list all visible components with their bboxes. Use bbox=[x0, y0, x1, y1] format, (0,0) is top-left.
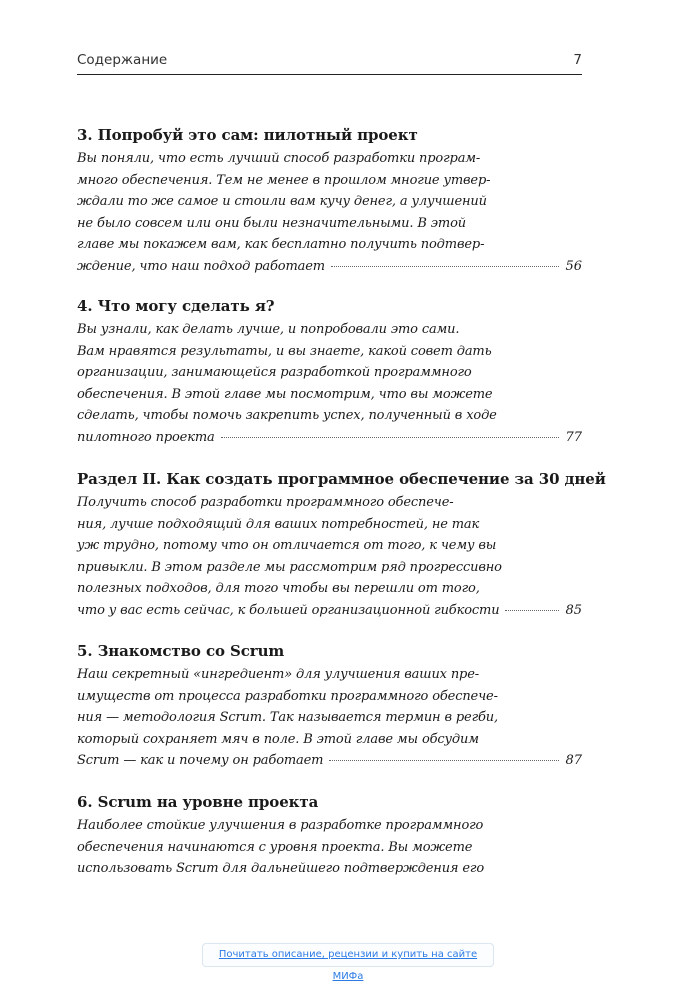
toc-page-number: 77 bbox=[565, 429, 582, 445]
toc-description-line: главе мы покажем вам, как бесплатно получить подтвер- bbox=[77, 237, 485, 252]
toc-description-line: который сохраняет мяч в поле. В этой главе мы обсудим bbox=[77, 731, 479, 747]
toc-heading: 3. Попробуй это сам: пилотный проект bbox=[77, 126, 418, 144]
toc-description-line: имуществ от процесса разработки программного обеспече- bbox=[77, 688, 498, 704]
toc-description-line: Scrum — как и почему он работает bbox=[77, 753, 324, 768]
toc-description-line: Вам нравятся результаты, и вы знаете, какой совет дать bbox=[77, 343, 492, 359]
dot-leader bbox=[221, 436, 560, 438]
buy-book-link[interactable]: Почитать описание, рецензии и купить на сайте МИФа bbox=[202, 943, 494, 967]
toc-description bbox=[77, 664, 582, 772]
toc-description-line: пилотного проекта bbox=[77, 429, 215, 445]
toc-page-number: 85 bbox=[565, 602, 582, 618]
toc-leader-line bbox=[77, 750, 582, 772]
toc-description-line: не было совсем или они были незначительными. В этой bbox=[77, 215, 466, 231]
toc-leader-line bbox=[77, 427, 582, 449]
toc-description-line: Наиболее стойкие улучшения в разработке программного bbox=[77, 818, 484, 833]
toc-description bbox=[77, 319, 582, 448]
toc-description-line: что у вас есть сейчас, к большей организационной гибкости bbox=[77, 602, 500, 618]
toc-entry bbox=[77, 295, 582, 448]
toc-description-line: Вы узнали, как делать лучше, и попробовали это сами. bbox=[77, 322, 460, 337]
toc-heading: 4. Что могу сделать я? bbox=[77, 297, 275, 315]
toc-description-line: Получить способ разработки программного обеспече- bbox=[77, 495, 454, 510]
toc-description-line: ния, лучше подходящий для ваших потребностей, не так bbox=[77, 516, 480, 532]
toc-description-line: много обеспечения. Тем не менее в прошлом многие утвер- bbox=[77, 172, 491, 188]
toc-leader-line bbox=[77, 256, 582, 278]
toc-description-line: обеспечения начинаются с уровня проекта. Вы можете bbox=[77, 839, 473, 855]
toc-description-line: обеспечения. В этой главе мы посмотрим, что вы можете bbox=[77, 386, 493, 402]
toc-description-line: ждение, что наш подход работает bbox=[77, 258, 325, 274]
toc-heading: 6. Scrum на уровне проекта bbox=[77, 793, 319, 811]
toc-description-line: Вы поняли, что есть лучший способ разработки програм- bbox=[77, 151, 481, 166]
toc-entry bbox=[77, 640, 582, 772]
toc-description bbox=[77, 492, 582, 621]
toc-description-line: уж трудно, потому что он отличается от того, к чему вы bbox=[77, 538, 497, 553]
toc-description-line: полезных подходов, для того чтобы вы перешли от того, bbox=[77, 581, 480, 596]
toc-description bbox=[77, 815, 582, 880]
toc-entry bbox=[77, 124, 582, 277]
page-header bbox=[77, 52, 582, 75]
toc-heading: 5. Знакомство со Scrum bbox=[77, 642, 285, 660]
toc-description-line: Наш секретный «ингредиент» для улучшения ваших пре- bbox=[77, 667, 480, 682]
toc-description-line: использовать Scrum для дальнейшего подтверждения его bbox=[77, 861, 485, 876]
toc-page-number: 87 bbox=[565, 753, 582, 768]
page-number: 7 bbox=[573, 52, 582, 68]
toc-description-line: ждали то же самое и стоили вам кучу денег, а улучшений bbox=[77, 194, 487, 209]
toc-entry bbox=[77, 468, 606, 621]
toc-description bbox=[77, 148, 582, 277]
toc-page-number: 56 bbox=[565, 258, 582, 274]
toc-entry bbox=[77, 791, 582, 880]
toc-description-line: сделать, чтобы помочь закрепить успех, полученный в ходе bbox=[77, 408, 497, 423]
dot-leader bbox=[331, 265, 559, 267]
toc-heading: Раздел II. Как создать программное обеспечение за 30 дней bbox=[77, 470, 606, 488]
toc-description-line: ния — методология Scrum. Так называется термин в регби, bbox=[77, 710, 498, 725]
toc-leader-line bbox=[77, 600, 582, 622]
toc-description-line: привыкли. В этом разделе мы рассмотрим ряд прогрессивно bbox=[77, 559, 502, 575]
dot-leader bbox=[505, 609, 559, 611]
page-title: Содержание bbox=[77, 52, 168, 68]
dot-leader bbox=[329, 759, 559, 761]
toc-description-line: организации, занимающейся разработкой программного bbox=[77, 365, 472, 380]
